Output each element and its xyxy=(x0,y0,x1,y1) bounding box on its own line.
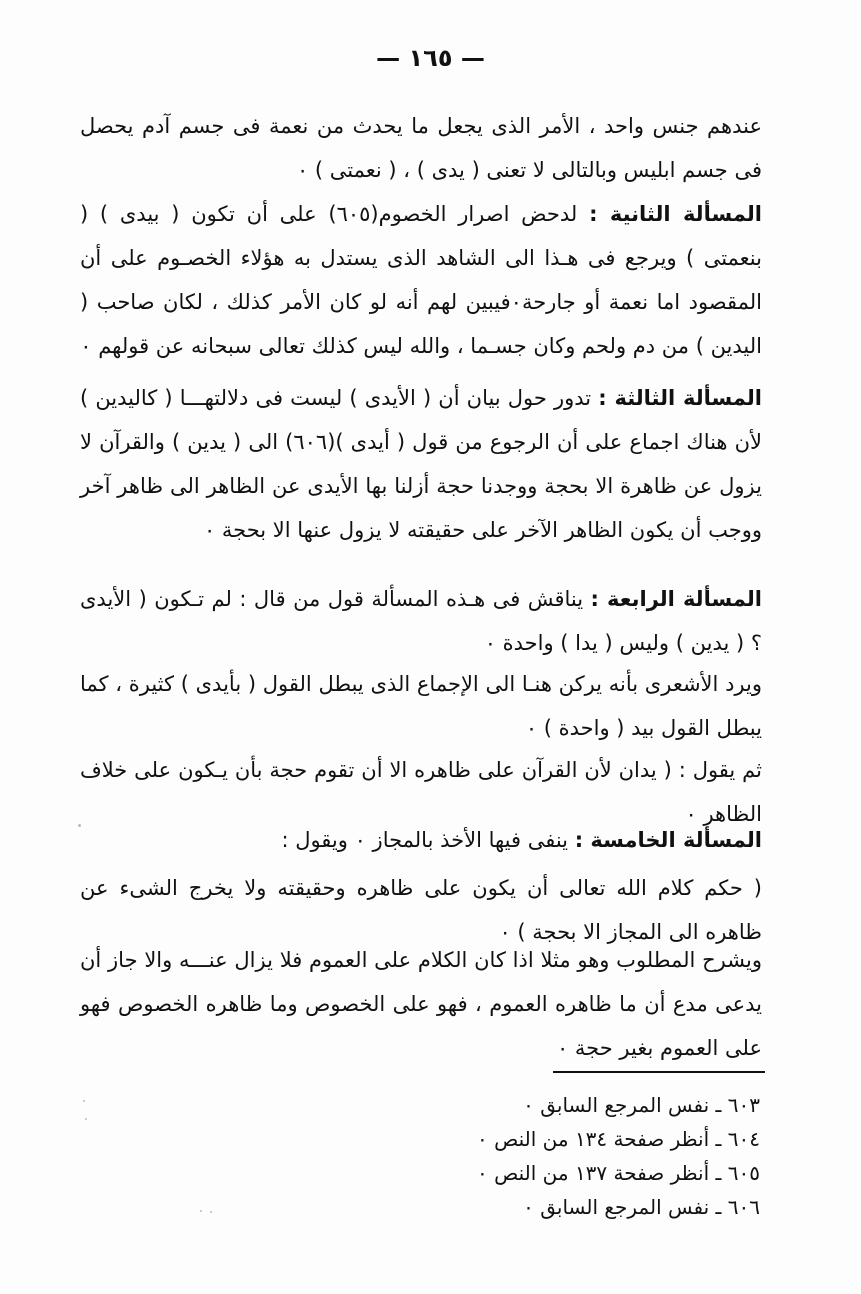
body-paragraph xyxy=(80,818,762,862)
scan-speck xyxy=(83,1100,85,1102)
footnotes xyxy=(380,1088,760,1224)
section-heading: المسألة الخامسة : xyxy=(574,828,762,852)
scan-speck xyxy=(85,1118,87,1120)
footnote-item: ٦٠٣ ـ نفس المرجع السابق ٠ xyxy=(523,1093,760,1117)
section-heading: المسألة الثانية : xyxy=(589,202,762,226)
paragraph-text: ينفى فيها الأخذ بالمجاز ٠ ويقول : xyxy=(281,828,575,852)
footnote-item: ٦٠٦ ـ نفس المرجع السابق ٠ xyxy=(523,1195,760,1219)
scan-speck xyxy=(200,1210,202,1212)
paragraph-text: ثم يقول : ( يدان لأن القرآن على ظاهره الا أن تقوم حجة بأن يـكون على خلاف الظاهر ٠ xyxy=(80,758,762,826)
paragraph-text: ( حكم كلام الله تعالى أن يكون على ظاهره وحقيقته ولا يخرج الشىء عن ظاهره الى المجاز الا بحجة ) ٠ xyxy=(80,876,762,944)
section-heading: المسألة الرابعة : xyxy=(590,587,762,611)
body-paragraph xyxy=(80,577,762,665)
paragraph-text: عندهم جنس واحد ، الأمر الذى يجعل ما يحدث من نعمة فى جسم آدم يحصل فى جسم ابليس وبالتالى لا تعنى ( يدى ) ، ( نعمتى ) ٠ xyxy=(80,114,762,182)
section-heading: المسألة الثالثة : xyxy=(598,386,762,410)
paragraph-text: ويرد الأشعرى بأنه يركن هنـا الى الإجماع الذى يبطل القول ( بأيدى ) كثيرة ، كما يبطل القول بيد ( واحدة ) ٠ xyxy=(80,672,762,740)
paragraph-text: يناقش فى هـذه المسألة قول من قال : لم تـكون ( الأيدى ؟ ( يدين ) وليس ( يدا ) واحدة ٠ xyxy=(80,587,762,655)
scan-speck xyxy=(210,1211,212,1213)
body-paragraph xyxy=(80,104,762,192)
footnote-item: ٦٠٥ ـ أنظر صفحة ١٣٧ من النص ٠ xyxy=(476,1161,760,1185)
footnote-separator xyxy=(553,1071,765,1073)
body-paragraph xyxy=(80,938,762,1070)
body-paragraph xyxy=(80,662,762,750)
page-number: — ١٦٥ — xyxy=(376,44,485,72)
body-paragraph xyxy=(80,192,762,368)
body-paragraph xyxy=(80,376,762,552)
scan-speck xyxy=(78,824,81,827)
paragraph-text: ويشرح المطلوب وهو مثلا اذا كان الكلام على العموم فلا يزال عنـــه والا جاز أن يدعى مدع أن ما ظاهره العموم ، فهو على الخصوص وما ظاهره الخصوص فهو على العموم بغير حجة ٠ xyxy=(80,948,762,1060)
paragraph-text: لدحض اصرار الخصوم(٦٠٥) على أن تكون ( بيدى ) ( بنعمتى ) ويرجع فى هـذا الى الشاهد الذى يستدل به هؤلاء الخصـوم على أن المقصود اما نعمة أو جارحة٠فيبين لهم أنه لو كان الأمر كذلك ، لكان صاحب ( اليدين ) من دم ولحم وكان جسـما ، والله ليس كذلك تعالى سبحانه عن قولهم ٠ xyxy=(80,202,763,358)
paragraph-text: تدور حول بيان أن ( الأيدى ) ليست فى دلالتهـــا ( كاليدين ) لأن هناك اجماع على أن الرجوع من قول ( أيدى )(٦٠٦) الى ( يدين ) والقرآن لا يزول عن ظاهرة الا بحجة ووجدنا حجة أزلنا بها الأيدى عن الظاهر الى ظاهر آخر ووجب أن يكون الظاهر الآخر على حقيقته لا يزول عنها الا بحجة ٠ xyxy=(80,386,762,542)
footnote-item: ٦٠٤ ـ أنظر صفحة ١٣٤ من النص ٠ xyxy=(476,1127,760,1151)
